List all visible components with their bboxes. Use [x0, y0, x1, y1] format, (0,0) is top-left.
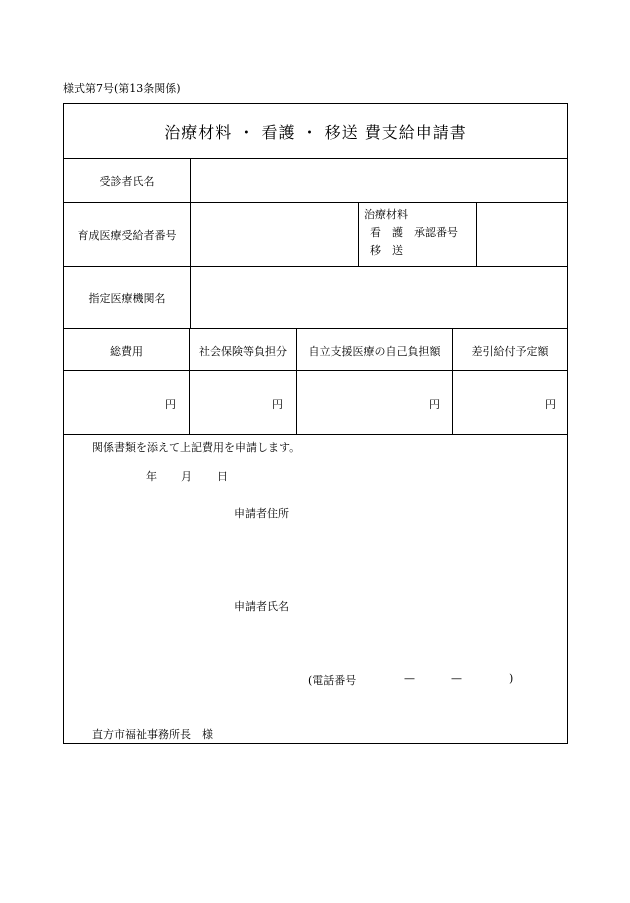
self-pay-header: 自立支援医療の自己負担額 — [308, 345, 441, 358]
institution-field[interactable] — [191, 267, 567, 328]
net-benefit-unit: 円 — [545, 398, 556, 411]
recipient-number-label: 育成医療受給者番号 — [77, 229, 177, 242]
phone-number-field[interactable] — [364, 668, 504, 688]
approval-number-label: 治療材料 看 護 承認番号 移 送 — [364, 208, 458, 257]
divider — [64, 328, 567, 329]
phone-dash: — — [451, 672, 462, 685]
insurance-share-unit: 円 — [272, 398, 283, 411]
divider — [358, 202, 359, 266]
applicant-name-label: 申請者氏名 — [234, 600, 289, 613]
form-title: 治療材料 ・ 看護 ・ 移送 費支給申請書 — [164, 123, 467, 142]
date-month-label: 月 — [181, 470, 192, 483]
net-benefit-field[interactable] — [453, 371, 566, 433]
application-form — [63, 103, 568, 744]
total-cost-field[interactable] — [65, 371, 188, 433]
self-pay-unit: 円 — [429, 398, 440, 411]
addressee: 直方市福祉事務所長 様 — [92, 728, 213, 741]
divider — [64, 434, 567, 435]
date-day-label: 日 — [217, 470, 228, 483]
applicant-address-field[interactable] — [294, 500, 554, 524]
self-pay-field[interactable] — [297, 371, 452, 433]
approval-number-field[interactable] — [477, 203, 567, 266]
insurance-share-field[interactable] — [190, 371, 296, 433]
total-cost-header: 総費用 — [110, 345, 143, 358]
institution-label: 指定医療機関名 — [88, 292, 166, 305]
insurance-share-header: 社会保険等負担分 — [199, 345, 287, 358]
form-number: 様式第7号(第13条関係) — [63, 82, 181, 95]
patient-name-field[interactable] — [191, 159, 567, 202]
phone-close-paren: ) — [509, 672, 514, 685]
applicant-address-label: 申請者住所 — [234, 507, 289, 520]
recipient-number-field[interactable] — [191, 203, 358, 266]
date-year-label: 年 — [146, 470, 157, 483]
declaration-text: 関係書類を添えて上記費用を申請します。 — [92, 441, 301, 454]
phone-dash: — — [404, 672, 415, 685]
total-cost-unit: 円 — [165, 398, 176, 411]
phone-label: (電話番号 — [308, 674, 357, 687]
patient-name-label: 受診者氏名 — [99, 175, 155, 188]
net-benefit-header: 差引給付予定額 — [471, 345, 549, 358]
applicant-name-field[interactable] — [294, 593, 554, 617]
